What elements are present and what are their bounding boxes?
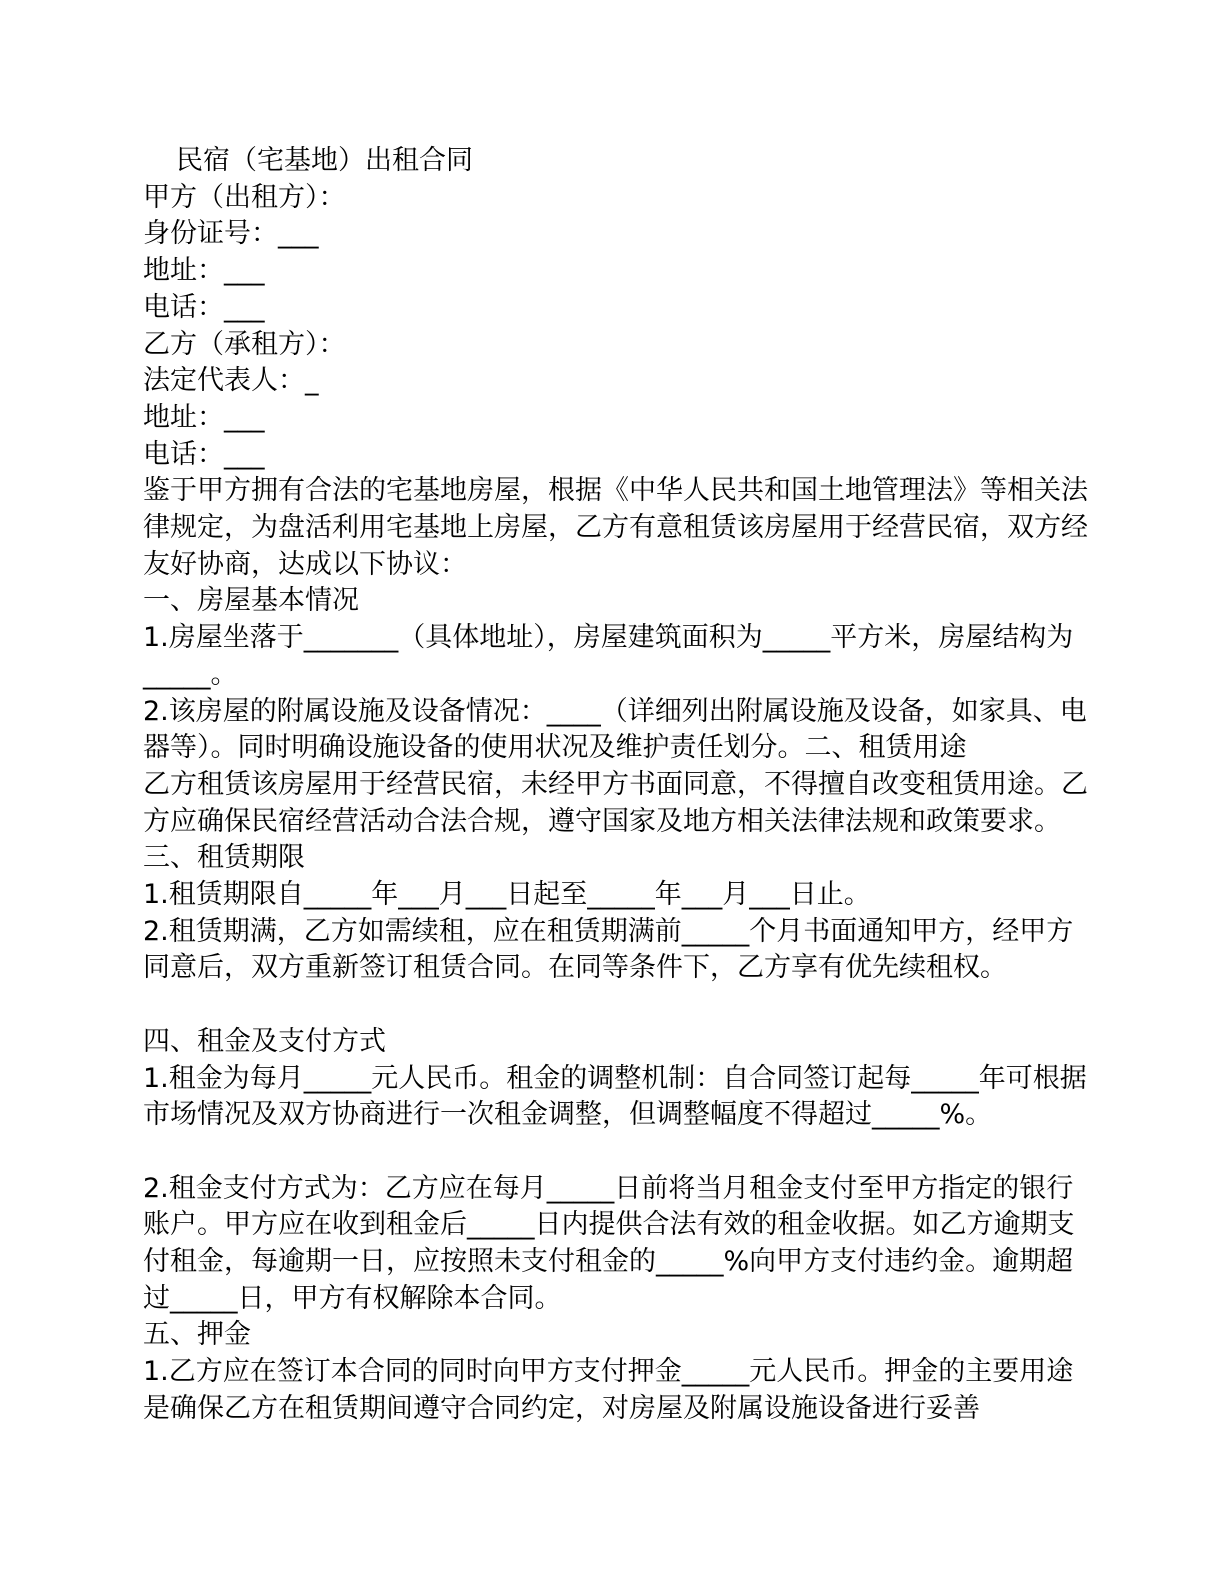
section-4-clause-1: 1.租金为每月_____元人民币。租金的调整机制：自合同签订起每_____年可根据市场情况及双方协商进行一次租金调整，但调整幅度不得超过_____%。 <box>143 1062 1087 1131</box>
section-3-clause-1: 1.租赁期限自_____年___月___日起至_____年___月___日止。 <box>143 879 871 911</box>
party-a-id-number: 身份证号：___ <box>143 218 319 250</box>
party-a-address: 地址：___ <box>143 255 265 287</box>
party-b-phone: 电话：___ <box>143 438 265 470</box>
blank-line <box>143 1134 1088 1171</box>
blank-line <box>143 987 1088 1024</box>
section-4-heading: 四、租金及支付方式 <box>143 1025 386 1057</box>
party-b-address: 地址：___ <box>143 401 265 433</box>
party-b-legal-representative: 法定代表人：_ <box>143 365 319 397</box>
contract-page <box>143 143 1088 1428</box>
preamble-paragraph: 鉴于甲方拥有合法的宅基地房屋，根据《中华人民共和国土地管理法》等相关法律规定，为盘活利用宅基地上房屋，乙方有意租赁该房屋用于经营民宿，双方经友好协商，达成以下协议： <box>143 475 1088 580</box>
section-1-clause-2: 2.该房屋的附属设施及设备情况：____（详细列出附属设施及设备，如家具、电器等）。同时明确设施设备的使用状况及维护责任划分。二、租赁用途 <box>143 695 1087 764</box>
section-4-clause-2: 2.租金支付方式为：乙方应在每月_____日前将当月租金支付至甲方指定的银行账户。甲方应在收到租金后_____日内提供合法有效的租金收据。如乙方逾期支付租金，每逾期一日，应按照未支付租金的_____%向甲方支付违约金。逾期超过_____日，甲方有权解除本合同。 <box>143 1172 1075 1314</box>
section-3-clause-2: 2.租赁期满，乙方如需续租，应在租赁期满前_____个月书面通知甲方，经甲方同意后，双方重新签订租赁合同。在同等条件下，乙方享有优先续租权。 <box>143 915 1074 984</box>
section-2-paragraph: 乙方租赁该房屋用于经营民宿，未经甲方书面同意，不得擅自改变租赁用途。乙方应确保民宿经营活动合法合规，遵守国家及地方相关法律法规和政策要求。三、租赁期限 <box>143 768 1088 874</box>
document-title: 民宿（宅基地）出租合同 <box>176 145 473 176</box>
section-5-clause-1: 1.乙方应在签订本合同的同时向甲方支付押金_____元人民币。押金的主要用途是确保乙方在租赁期间遵守合同约定，对房屋及附属设施设备进行妥善 <box>143 1356 1074 1424</box>
party-a-phone: 电话：___ <box>143 291 265 323</box>
section-1-heading: 一、房屋基本情况 <box>143 585 359 617</box>
party-a-heading: 甲方（出租方）： <box>143 181 346 213</box>
party-b-heading: 乙方（承租方）： <box>143 328 346 360</box>
section-5-heading: 五、押金 <box>143 1319 251 1351</box>
section-1-clause-1: 1.房屋坐落于_______（具体地址），房屋建筑面积为_____平方米，房屋结构为_____。 <box>143 622 1074 690</box>
